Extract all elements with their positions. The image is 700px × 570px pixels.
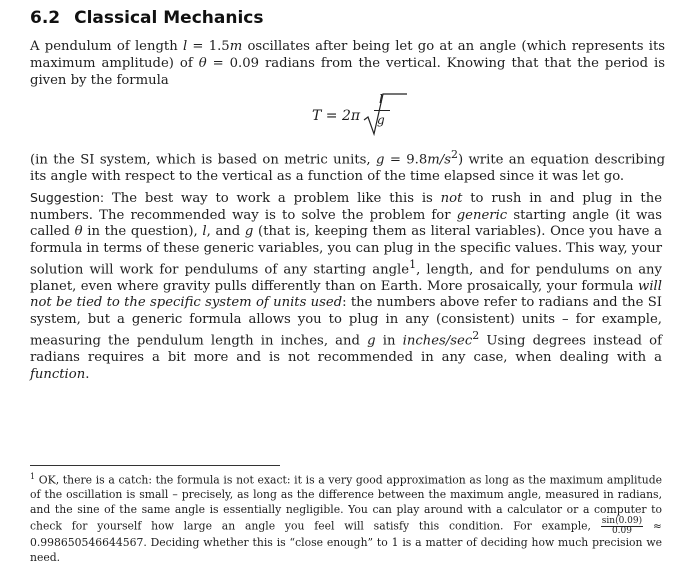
g-unit-exponent: 2 <box>450 148 458 161</box>
angle-value: = 0.09 <box>206 56 259 71</box>
section-number: 6.2 <box>30 8 61 28</box>
inches-unit-exponent: 2 <box>472 329 480 343</box>
meter-unit: m <box>229 39 243 54</box>
footnote-text: ≈ 0.998650546644567. Deciding whether this is “close enough” to 1 is a matter of deciding how much precision we need. <box>30 519 662 564</box>
theta-symbol: θ <box>74 224 83 239</box>
suggestion-text: starting angle (it was called <box>30 207 663 239</box>
suggestion-text: . <box>85 366 90 382</box>
suggestion-text: to rush in and plug in the numbers. The recommended way is to solve the problem for <box>30 191 662 223</box>
problem-text: ) write an equation describing its angle with respect to the vertical as a function of the time elapsed since it was let go. <box>30 152 666 185</box>
problem-text: (in the SI system, which is based on metric units, <box>30 152 376 168</box>
length-value: = 1.5 <box>187 39 230 54</box>
period-formula <box>300 92 420 140</box>
problem-statement <box>30 38 665 89</box>
inches-unit: inches/sec <box>402 333 473 349</box>
suggestion-emphasis: will not be tied to the specific system of units used <box>30 278 662 311</box>
footnote <box>30 470 662 565</box>
theta-symbol: θ <box>198 56 207 71</box>
g-unit: m/s <box>427 152 451 168</box>
formula-lhs: T = 2π <box>312 108 361 124</box>
suggestion-text: (that is, keeping them as literal variables). Once you have a formula in terms of these generic variables, you can plug in the specific values. This way, your solution will work for pendulums of any starting angle <box>30 224 663 278</box>
problem-statement-continued <box>30 146 665 185</box>
suggestion-text: , length, and for pendulums on any planet, even where gravity pulls differently than on Earth. More prosaically, your formula <box>30 262 662 294</box>
formula-denominator: g <box>377 113 385 127</box>
suggestion-emphasis: generic <box>456 207 508 223</box>
problem-text: oscillates after being let go at an angle (which represents its maximum amplitude) of <box>30 39 666 71</box>
footnote-text: OK, there is a catch: the formula is not exact: it is a very good approximation as long as the maximum amplitude of the oscillation is small – precisely, as long as the difference between the maximum angle, measured in radians, and the sine of the same angle is essentially negligible. You can play around with a calculator or a computer to check for yourself how large an angle you feel will satisfy this condition. For example, <box>30 473 662 533</box>
suggestion-emphasis: not <box>440 191 463 206</box>
g-symbol: g <box>375 152 385 168</box>
suggestion-label: Suggestion: <box>30 190 105 205</box>
footnote-marker-link[interactable]: 1 <box>409 258 417 271</box>
suggestion-text: in the question), <box>82 224 203 239</box>
section-title: Classical Mechanics <box>74 8 264 28</box>
g-symbol: g <box>244 224 254 239</box>
section-heading <box>30 8 263 28</box>
length-symbol: l <box>182 39 188 54</box>
fraction-bar <box>374 110 390 111</box>
footnote-number: 1 <box>30 472 36 481</box>
problem-text: A pendulum of length <box>30 39 183 54</box>
length-symbol: l <box>202 224 207 239</box>
problem-text: radians from the vertical. Knowing that that the period is given by the formula <box>30 56 665 88</box>
footnote-divider <box>30 465 280 466</box>
suggestion-text: : the numbers above refer to radians and the SI system, but a generic formula allows you to plug in any (consistent) units – for example, measuring the pendulum length in inches, and <box>30 295 662 349</box>
g-value: = 9.8 <box>384 152 428 168</box>
sin-ratio-fraction <box>601 517 643 536</box>
suggestion-text: in <box>375 333 403 349</box>
g-symbol: g <box>367 333 376 349</box>
suggestion-emphasis: function <box>30 366 86 382</box>
fraction-numerator: sin(0.09) <box>601 516 643 527</box>
formula-numerator: l <box>379 92 383 106</box>
fraction-denominator: 0.09 <box>611 526 632 537</box>
suggestion-text: Using degrees instead of radians requires a bit more and is not recommended in any case, when dealing with a <box>30 333 662 366</box>
suggestion-text: , and <box>206 224 245 239</box>
suggestion-text: The best way to work a problem like this is <box>104 191 441 206</box>
suggestion-block <box>30 190 662 383</box>
